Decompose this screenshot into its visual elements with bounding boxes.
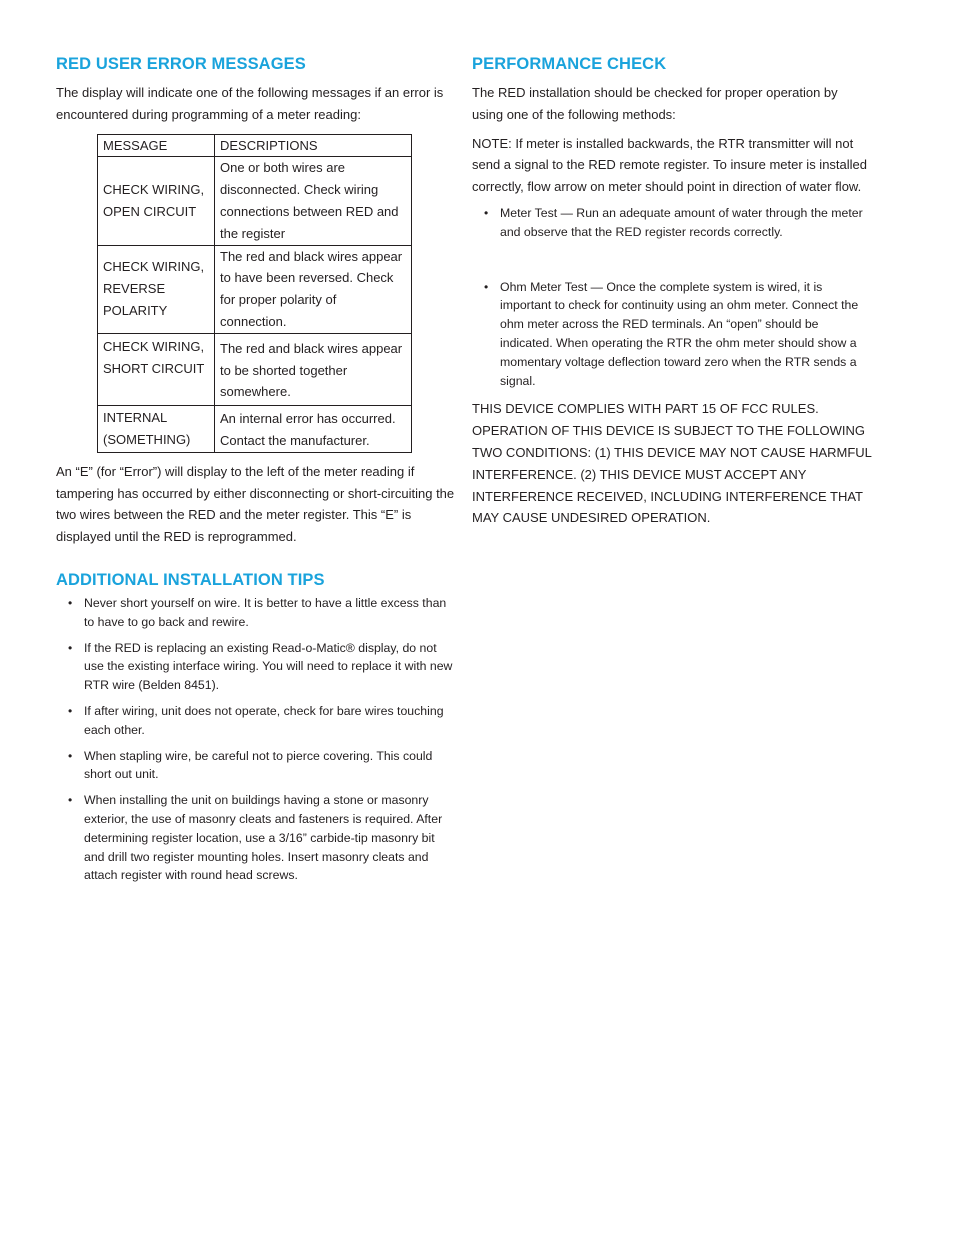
fcc-statement: THIS DEVICE COMPLIES WITH PART 15 OF FCC RULES. OPERATION OF THIS DEVICE IS SUBJECT TO THE FOLLOWING TWO CONDITIONS: (1) THIS DEVICE MAY NOT CAUSE HARMFUL INTERFERENCE. (2) THIS DEVICE MUST ACCEPT ANY INTERFERENCE RECEIVED, INCLUDING INTERFERENCE THAT MAY CAUSE UNDESIRED OPERATION. [472,401,872,526]
message-cell: CHECK WIRING, OPEN CIRCUIT [98,157,215,245]
bullet-icon: • [68,595,73,610]
bullet-icon: • [68,748,73,763]
bullet-icon: • [68,640,73,655]
tip-text: When installing the unit on buildings having a stone or masonry exterior, the use of masonry cleats and fasteners is required. After determining register location, use a 3/16” carbide-tip masonry bit and drill two register mounting holes. Insert masonry cleats and attach register with round head screws. [84,793,443,883]
bullet-icon: • [484,279,489,294]
left-column [56,52,456,885]
message-cell: CHECK WIRING, SHORT CIRCUIT [98,333,215,405]
right-column [472,52,872,529]
test-methods-list [472,204,872,390]
message-cell: INTERNAL (SOMETHING) [98,406,215,453]
description-cell: One or both wires are disconnected. Check wiring connections between RED and the register [215,157,412,245]
list-item [56,791,456,885]
bullet-icon: • [484,205,489,220]
list-item [56,639,456,695]
description-cell: The red and black wires appear to have been reversed. Check for proper polarity of connection. [215,245,412,333]
bullet-icon: • [68,703,73,718]
bullet-icon: • [68,793,73,808]
heading-installation-tips: ADDITIONAL INSTALLATION TIPS [56,570,325,589]
tip-text: Never short yourself on wire. It is better to have a little excess than to have to go back and rewire. [84,595,447,629]
installation-tips-list [56,594,456,885]
list-item [472,204,872,242]
header-message: MESSAGE [98,134,215,157]
method-text: Meter Test — Run an adequate amount of water through the meter and observe that the RED register records correctly. [500,205,863,239]
tip-text: If after wiring, unit does not operate, check for bare wires touching each other. [84,703,444,737]
table-row [98,406,412,453]
error-intro: The display will indicate one of the following messages if an error is encountered during programming of a meter reading: [56,85,444,122]
message-cell: CHECK WIRING, REVERSE POLARITY [98,245,215,333]
table-row [98,157,412,245]
tip-text: When stapling wire, be careful not to pierce covering. This could short out unit. [84,748,433,782]
description-cell: An internal error has occurred. Contact the manufacturer. [215,406,412,453]
performance-intro: The RED installation should be checked for proper operation by using one of the following methods: [472,85,838,122]
error-e-note: An “E” (for “Error”) will display to the left of the meter reading if tampering has occurred by either disconnecting or short-circuiting the two wires between the RED and the meter register. This “E” is displayed until the RED is reprogrammed. [56,463,455,545]
tip-text: If the RED is replacing an existing Read-o-Matic® display, do not use the existing interface wiring. You will need to replace it with new RTR wire (Belden 8451). [84,640,453,693]
list-item [56,747,456,785]
backwards-meter-note: NOTE: If meter is installed backwards, the RTR transmitter will not send a signal to the RED remote register. To insure meter is installed correctly, flow arrow on meter should point in direction of water flow. [472,135,868,195]
heading-error-messages: RED USER ERROR MESSAGES [56,55,306,73]
list-item [56,702,456,740]
method-text: Ohm Meter Test — Once the complete system is wired, it is important to check for continuity using an ohm meter. Connect the ohm meter across the RED terminals. An “open” should be indicated. When operating the RTR the ohm meter should show a momentary voltage deflection toward zero when the RTR sends a signal. [500,279,859,388]
table-row [98,333,412,405]
header-descriptions: DESCRIPTIONS [215,134,412,157]
list-item [56,594,456,632]
table-header-row [98,134,412,157]
description-cell: The red and black wires appear to be shorted together somewhere. [215,333,412,405]
heading-performance-check: PERFORMANCE CHECK [472,55,667,73]
list-item [472,278,872,391]
error-message-table [97,134,412,453]
table-row [98,245,412,333]
